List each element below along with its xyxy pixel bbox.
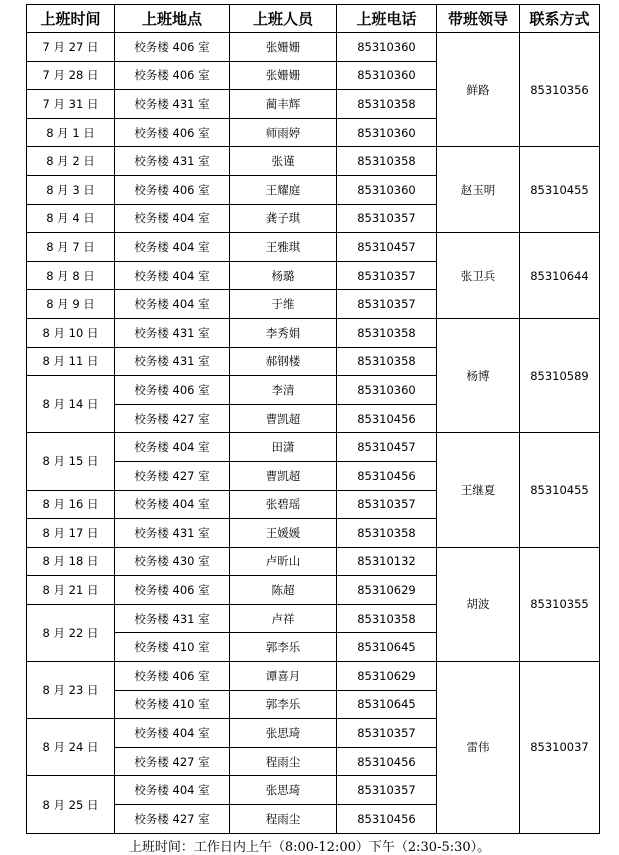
place-cell: 校务楼 406 室 — [115, 175, 230, 204]
person-cell: 蔺丰辉 — [230, 90, 337, 119]
person-cell: 卢昕山 — [230, 547, 337, 576]
leader-contact-cell: 85310589 — [520, 318, 600, 432]
place-cell: 校务楼 431 室 — [115, 90, 230, 119]
header-phone: 上班电话 — [337, 5, 437, 33]
phone-cell: 85310456 — [337, 747, 437, 776]
leader-cell: 鲜路 — [437, 33, 520, 147]
date-cell: 8 月 24 日 — [27, 719, 115, 776]
place-cell: 校务楼 410 室 — [115, 690, 230, 719]
person-cell: 于维 — [230, 290, 337, 319]
phone-cell: 85310360 — [337, 61, 437, 90]
date-cell: 8 月 10 日 — [27, 318, 115, 347]
person-cell: 曹凯超 — [230, 404, 337, 433]
table-row — [27, 33, 600, 62]
phone-cell: 85310645 — [337, 690, 437, 719]
date-cell: 7 月 27 日 — [27, 33, 115, 62]
phone-cell: 85310457 — [337, 233, 437, 262]
person-cell: 程雨尘 — [230, 805, 337, 834]
header-row — [27, 5, 600, 33]
leader-contact-cell: 85310644 — [520, 233, 600, 319]
person-cell: 张思琦 — [230, 776, 337, 805]
date-cell: 8 月 9 日 — [27, 290, 115, 319]
person-cell: 张姗姗 — [230, 33, 337, 62]
place-cell: 校务楼 427 室 — [115, 461, 230, 490]
place-cell: 校务楼 431 室 — [115, 519, 230, 548]
date-cell: 8 月 21 日 — [27, 576, 115, 605]
table-row — [27, 547, 600, 576]
date-cell: 8 月 8 日 — [27, 261, 115, 290]
table-row — [27, 233, 600, 262]
phone-cell: 85310357 — [337, 490, 437, 519]
phone-cell: 85310360 — [337, 33, 437, 62]
phone-cell: 85310629 — [337, 662, 437, 691]
table-row — [27, 318, 600, 347]
table-row — [27, 147, 600, 176]
person-cell: 张姗姗 — [230, 61, 337, 90]
place-cell: 校务楼 404 室 — [115, 433, 230, 462]
person-cell: 郭李乐 — [230, 633, 337, 662]
person-cell: 龚子琪 — [230, 204, 337, 233]
place-cell: 校务楼 406 室 — [115, 662, 230, 691]
leader-cell: 胡波 — [437, 547, 520, 661]
date-cell: 8 月 18 日 — [27, 547, 115, 576]
person-cell: 李秀娟 — [230, 318, 337, 347]
leader-cell: 赵玉明 — [437, 147, 520, 233]
leader-contact-cell: 85310037 — [520, 662, 600, 834]
date-cell: 8 月 14 日 — [27, 376, 115, 433]
place-cell: 校务楼 406 室 — [115, 61, 230, 90]
person-cell: 程雨尘 — [230, 747, 337, 776]
person-cell: 陈超 — [230, 576, 337, 605]
date-cell: 8 月 2 日 — [27, 147, 115, 176]
phone-cell: 85310358 — [337, 318, 437, 347]
phone-cell: 85310360 — [337, 175, 437, 204]
phone-cell: 85310132 — [337, 547, 437, 576]
date-cell: 8 月 25 日 — [27, 776, 115, 833]
person-cell: 郭李乐 — [230, 690, 337, 719]
place-cell: 校务楼 431 室 — [115, 318, 230, 347]
phone-cell: 85310358 — [337, 519, 437, 548]
person-cell: 杨璐 — [230, 261, 337, 290]
place-cell: 校务楼 431 室 — [115, 147, 230, 176]
phone-cell: 85310629 — [337, 576, 437, 605]
phone-cell: 85310645 — [337, 633, 437, 662]
leader-contact-cell: 85310355 — [520, 547, 600, 661]
phone-cell: 85310357 — [337, 261, 437, 290]
person-cell: 王耀庭 — [230, 175, 337, 204]
person-cell: 王雅琪 — [230, 233, 337, 262]
date-cell: 8 月 15 日 — [27, 433, 115, 490]
place-cell: 校务楼 404 室 — [115, 261, 230, 290]
table-body — [27, 33, 600, 834]
place-cell: 校务楼 406 室 — [115, 376, 230, 405]
duty-schedule-table — [26, 4, 600, 834]
phone-cell: 85310357 — [337, 776, 437, 805]
person-cell: 师雨婷 — [230, 118, 337, 147]
footer-note: 上班时间：工作日内上午（8:00-12:00）下午（2:30-5:30）。 — [128, 840, 491, 855]
date-cell: 8 月 1 日 — [27, 118, 115, 147]
phone-cell: 85310456 — [337, 461, 437, 490]
person-cell: 卢祥 — [230, 604, 337, 633]
place-cell: 校务楼 404 室 — [115, 290, 230, 319]
date-cell: 8 月 4 日 — [27, 204, 115, 233]
header-place: 上班地点 — [115, 5, 230, 33]
phone-cell: 85310457 — [337, 433, 437, 462]
date-cell: 8 月 7 日 — [27, 233, 115, 262]
place-cell: 校务楼 427 室 — [115, 747, 230, 776]
date-cell: 8 月 11 日 — [27, 347, 115, 376]
person-cell: 张碧瑶 — [230, 490, 337, 519]
place-cell: 校务楼 427 室 — [115, 805, 230, 834]
leader-cell: 张卫兵 — [437, 233, 520, 319]
date-cell: 8 月 23 日 — [27, 662, 115, 719]
header-person: 上班人员 — [230, 5, 337, 33]
place-cell: 校务楼 404 室 — [115, 776, 230, 805]
leader-contact-cell: 85310455 — [520, 433, 600, 547]
date-cell: 8 月 17 日 — [27, 519, 115, 548]
phone-cell: 85310357 — [337, 719, 437, 748]
place-cell: 校务楼 406 室 — [115, 576, 230, 605]
leader-cell: 王继夏 — [437, 433, 520, 547]
phone-cell: 85310357 — [337, 204, 437, 233]
header-contact: 联系方式 — [520, 5, 600, 33]
table-row — [27, 433, 600, 462]
leader-cell: 杨博 — [437, 318, 520, 432]
place-cell: 校务楼 410 室 — [115, 633, 230, 662]
person-cell: 田潇 — [230, 433, 337, 462]
place-cell: 校务楼 427 室 — [115, 404, 230, 433]
person-cell: 曹凯超 — [230, 461, 337, 490]
phone-cell: 85310358 — [337, 604, 437, 633]
place-cell: 校务楼 430 室 — [115, 547, 230, 576]
place-cell: 校务楼 404 室 — [115, 719, 230, 748]
person-cell: 郝钢楼 — [230, 347, 337, 376]
date-cell: 8 月 16 日 — [27, 490, 115, 519]
place-cell: 校务楼 404 室 — [115, 490, 230, 519]
leader-cell: 雷伟 — [437, 662, 520, 834]
phone-cell: 85310357 — [337, 290, 437, 319]
header-leader: 带班领导 — [437, 5, 520, 33]
phone-cell: 85310456 — [337, 805, 437, 834]
header-time: 上班时间 — [27, 5, 115, 33]
phone-cell: 85310358 — [337, 90, 437, 119]
date-cell: 7 月 31 日 — [27, 90, 115, 119]
date-cell: 8 月 3 日 — [27, 175, 115, 204]
place-cell: 校务楼 431 室 — [115, 347, 230, 376]
place-cell: 校务楼 431 室 — [115, 604, 230, 633]
phone-cell: 85310360 — [337, 376, 437, 405]
phone-cell: 85310456 — [337, 404, 437, 433]
phone-cell: 85310358 — [337, 147, 437, 176]
person-cell: 张谨 — [230, 147, 337, 176]
phone-cell: 85310358 — [337, 347, 437, 376]
date-cell: 7 月 28 日 — [27, 61, 115, 90]
leader-contact-cell: 85310455 — [520, 147, 600, 233]
table-row — [27, 662, 600, 691]
leader-contact-cell: 85310356 — [520, 33, 600, 147]
phone-cell: 85310360 — [337, 118, 437, 147]
place-cell: 校务楼 404 室 — [115, 233, 230, 262]
place-cell: 校务楼 406 室 — [115, 118, 230, 147]
place-cell: 校务楼 406 室 — [115, 33, 230, 62]
person-cell: 张思琦 — [230, 719, 337, 748]
person-cell: 谭喜月 — [230, 662, 337, 691]
place-cell: 校务楼 404 室 — [115, 204, 230, 233]
person-cell: 王媛媛 — [230, 519, 337, 548]
person-cell: 李清 — [230, 376, 337, 405]
date-cell: 8 月 22 日 — [27, 604, 115, 661]
